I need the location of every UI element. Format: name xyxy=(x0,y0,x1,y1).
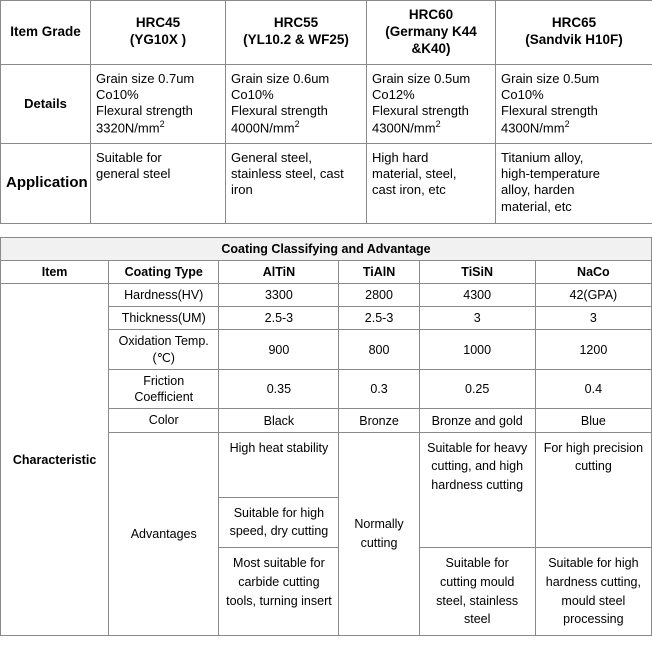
value-oxidation-naco: 1200 xyxy=(535,330,651,370)
header-line: &K40) xyxy=(411,40,451,56)
value-hardness-altin: 3300 xyxy=(219,283,339,306)
coating-header-type: Coating Type xyxy=(109,260,219,283)
value-thickness-naco: 3 xyxy=(535,307,651,330)
advantage-naco-2: Suitable for high hardness cutting, mould steel processing xyxy=(535,548,651,636)
advantage-altin-3: Most suitable for carbide cutting tools, turning insert xyxy=(219,548,339,636)
advantage-altin-2: Suitable for high speed, dry cutting xyxy=(219,497,339,548)
property-name-advantages: Advantages xyxy=(109,432,219,636)
application-cell-hrc55 xyxy=(226,143,367,223)
property-name-line: (℃) xyxy=(152,350,175,365)
application-line: material, etc xyxy=(501,198,572,214)
details-cell-hrc45 xyxy=(91,64,226,143)
header-line: HRC65 xyxy=(551,15,597,31)
detail-line-text: 4300N/mm xyxy=(372,120,436,136)
value-hardness-tisin: 4300 xyxy=(419,283,535,306)
header-cell-hrc60 xyxy=(367,1,496,65)
coating-header-item: Item xyxy=(1,260,109,283)
detail-line-with-sup xyxy=(372,119,490,137)
grade-table xyxy=(0,0,652,224)
application-line: iron xyxy=(231,182,253,198)
application-line: general steel xyxy=(96,166,171,182)
application-line: material, steel, xyxy=(372,166,457,182)
header-line: (YL10.2 & WF25) xyxy=(243,32,349,48)
detail-line-text: 4000N/mm xyxy=(231,120,295,136)
detail-line-with-sup xyxy=(231,119,361,137)
advantage-tisin-1: Suitable for heavy cutting, and high hardness cutting xyxy=(419,432,535,548)
application-cell-hrc65 xyxy=(496,143,652,223)
application-line: cast iron, etc xyxy=(372,182,446,198)
application-line: high-temperature xyxy=(501,166,600,182)
detail-line: Co12% xyxy=(372,86,415,102)
detail-line: Grain size 0.7um xyxy=(96,70,195,86)
value-hardness-tialn: 2800 xyxy=(339,283,419,306)
property-name-oxidation-temp xyxy=(109,330,219,370)
application-line: Suitable for xyxy=(96,149,162,165)
header-line: Item Grade xyxy=(10,23,81,39)
value-oxidation-tisin: 1000 xyxy=(419,330,535,370)
detail-line-with-sup xyxy=(96,119,220,137)
value-thickness-altin: 2.5-3 xyxy=(219,307,339,330)
value-color-tisin: Bronze and gold xyxy=(419,409,535,432)
detail-line-text: 4300N/mm xyxy=(501,120,565,136)
header-line: HRC45 xyxy=(135,15,181,31)
property-name-line: Coefficient xyxy=(134,390,194,405)
header-cell-item-grade xyxy=(1,1,91,65)
detail-line: Flexural strength xyxy=(96,103,193,119)
property-name-friction-coefficient xyxy=(109,369,219,409)
advantage-tisin-2: Suitable for cutting mould steel, stainless steel xyxy=(419,548,535,636)
application-line: General steel, xyxy=(231,149,312,165)
coating-header-tialn: TiAlN xyxy=(339,260,419,283)
table-row xyxy=(1,283,652,306)
coating-title: Coating Classifying and Advantage xyxy=(1,237,652,260)
value-color-tialn: Bronze xyxy=(339,409,419,432)
value-friction-altin: 0.35 xyxy=(219,369,339,409)
superscript: 2 xyxy=(435,119,441,130)
advantage-tialn-1: Normally cutting xyxy=(339,432,419,636)
value-hardness-naco: 42(GPA) xyxy=(535,283,651,306)
detail-line: Grain size 0.5um xyxy=(501,70,600,86)
property-name-line: Friction xyxy=(143,373,185,388)
header-cell-hrc45 xyxy=(91,1,226,65)
value-friction-tialn: 0.3 xyxy=(339,369,419,409)
value-thickness-tialn: 2.5-3 xyxy=(339,307,419,330)
header-cell-hrc55 xyxy=(226,1,367,65)
detail-line: Flexural strength xyxy=(372,103,469,119)
value-friction-naco: 0.4 xyxy=(535,369,651,409)
application-line: Titanium alloy, xyxy=(501,149,584,165)
application-line: alloy, harden xyxy=(501,182,575,198)
coating-header-altin: AlTiN xyxy=(219,260,339,283)
header-line: (YG10X ) xyxy=(129,32,187,48)
advantage-altin-1: High heat stability xyxy=(219,432,339,497)
grade-table-header-row xyxy=(1,1,652,65)
header-line: HRC60 xyxy=(408,7,454,22)
header-line: HRC55 xyxy=(273,15,319,31)
header-cell-hrc65 xyxy=(496,1,652,65)
detail-line: Flexural strength xyxy=(231,103,328,119)
grade-table-application-row xyxy=(1,143,652,223)
value-color-altin: Black xyxy=(219,409,339,432)
application-line: High hard xyxy=(372,149,429,165)
coating-title-row xyxy=(1,237,652,260)
header-line: (Germany K44 xyxy=(385,23,477,39)
characteristic-label: Characteristic xyxy=(1,283,109,635)
coating-header-row xyxy=(1,260,652,283)
superscript: 2 xyxy=(159,119,165,130)
property-name-color: Color xyxy=(109,409,219,432)
detail-line: Flexural strength xyxy=(501,103,598,119)
details-cell-hrc55 xyxy=(226,64,367,143)
detail-line: Co10% xyxy=(501,86,544,102)
value-friction-tisin: 0.25 xyxy=(419,369,535,409)
header-line: (Sandvik H10F) xyxy=(525,32,623,48)
superscript: 2 xyxy=(294,119,300,130)
property-name-hardness: Hardness(HV) xyxy=(109,283,219,306)
property-name-line: Oxidation Temp. xyxy=(118,334,209,349)
value-color-naco: Blue xyxy=(535,409,651,432)
application-cell-hrc45 xyxy=(91,143,226,223)
value-oxidation-altin: 900 xyxy=(219,330,339,370)
value-thickness-tisin: 3 xyxy=(419,307,535,330)
detail-line: Co10% xyxy=(96,86,139,102)
grade-table-details-row xyxy=(1,64,652,143)
value-oxidation-tialn: 800 xyxy=(339,330,419,370)
table-spacer xyxy=(0,224,652,237)
detail-line-text: 3320N/mm xyxy=(96,120,160,136)
details-cell-hrc60 xyxy=(367,64,496,143)
application-line: stainless steel, cast xyxy=(231,166,344,182)
advantage-naco-1: For high precision cutting xyxy=(535,432,651,548)
row-label-application: Application xyxy=(1,143,91,223)
detail-line: Grain size 0.5um xyxy=(372,70,471,86)
detail-line: Grain size 0.6um xyxy=(231,70,330,86)
details-cell-hrc65 xyxy=(496,64,652,143)
coating-header-naco: NaCo xyxy=(535,260,651,283)
superscript: 2 xyxy=(564,119,570,130)
detail-line: Co10% xyxy=(231,86,274,102)
coating-header-tisin: TiSiN xyxy=(419,260,535,283)
property-name-thickness: Thickness(UM) xyxy=(109,307,219,330)
row-label-details: Details xyxy=(1,64,91,143)
application-cell-hrc60 xyxy=(367,143,496,223)
coating-table xyxy=(0,237,652,636)
detail-line-with-sup xyxy=(501,119,647,137)
